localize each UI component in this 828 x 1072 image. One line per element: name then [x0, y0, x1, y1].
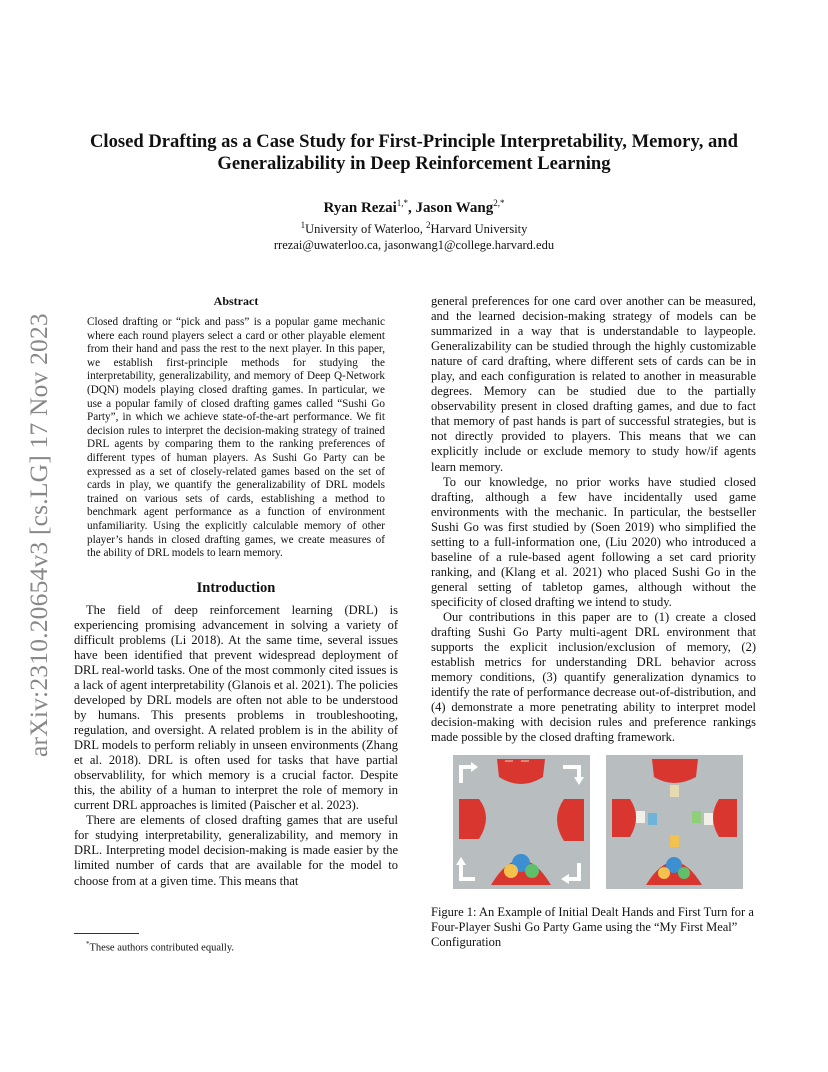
abstract-heading: Abstract — [213, 294, 259, 308]
intro-paragraph-2: There are elements of closed drafting games that are useful for studying interpretability, generalizability, and memory in DRL. Interpreting model decision-making is made easier by the limited number of cards that are available for the model to choose from at a given time. This means that — [74, 813, 398, 888]
affiliation-mark-1: 1 — [300, 220, 306, 230]
figure-caption: Figure 1: An Example of Initial Dealt Hands and First Turn for a Four-Player Sushi Go Party Game using the “My First Meal” Configuration — [431, 905, 754, 949]
institution-line — [60, 217, 768, 237]
institution-1: University of Waterloo, — [305, 222, 427, 237]
paper-title: Closed Drafting as a Case Study for First-Principle Interpretability, Memory, and Generalizability in Deep Reinforcement Learning — [90, 131, 738, 174]
affiliations — [60, 217, 768, 253]
introduction-heading: Introduction — [196, 579, 276, 596]
intro-paragraph-3: To our knowledge, no prior works have studied closed drafting, although a few have incidentally used game environments with the mechanic. In particular, the bestseller Sushi Go was first studied by (Soen 2019) who simplified the setting to a full-information one, (Liu 2020) who introduced a baseline of a rule-based agent following a set card priority ranking, and (Klang et al. 2021) who placed Sushi Go in the general setting of tabletop games, although without the specificity of closed drafting we intend to study. — [431, 474, 756, 609]
left-column — [74, 294, 398, 889]
author-separator: , — [408, 200, 416, 216]
author-name-1: Ryan Rezai — [323, 200, 397, 216]
arxiv-identifier-text: arXiv:2310.20654v3 [cs.LG] 17 Nov 2023 — [24, 313, 53, 757]
author-emails: rrezai@uwaterloo.ca, jasonwang1@college.harvard.edu — [273, 238, 555, 253]
first-turn-photo — [606, 755, 743, 889]
figure-first-turn — [606, 755, 743, 889]
abstract-text: Closed drafting or “pick and pass” is a popular game mechanic where each round players select a card or other playable element from their hand and pass the rest to the next player. In this paper, we establish first-principle methods for studying the interpretability, generalizability, and memory of Deep Q-Network (DQN) models playing closed drafting games. In particular, we use a popular family of closed drafting games called “Sushi Go Party”, in which we achieve state-of-the-art performance. We fit decision rules to interpret the decision-making strategy of trained DRL agents by comparing them to the ranking preferences of different types of human players. As Sushi Go Party can be expressed as a set of closely-related games based on the set of cards in play, we quantify the generalizability of DRL models trained on various sets of cards, establishing a method to benchmark agent performance as a function of environment unfamiliarity. Using the explicitly calculable memory of other player’s hands in closed drafting games, we create measures of the ability of DRL models to learn memory. — [87, 316, 385, 560]
affiliation-mark-2: 2 — [426, 220, 431, 230]
figure-initial-hands — [453, 755, 590, 889]
footnote-mark: * — [86, 940, 90, 948]
author-list — [60, 194, 768, 217]
footnote — [86, 938, 386, 955]
author-mark-2: 2,* — [493, 198, 505, 208]
institution-2: Harvard University — [430, 222, 528, 237]
footnote-text: These authors contributed equally. — [89, 942, 235, 954]
intro-paragraph-continued: general preferences for one card over another can be measured, and the learned decision-making strategy of models can be summarized in a way that is understandable to laypeople. Generalizability can be studied through the highly customizable nature of card drafting, where different sets of cards can be in play, and each configuration is related to another in measurable degrees. Memory can be studied due to the partially observability present in closed drafting games, and due to fact that memory of past hands is part of successful strategies, but is not directly provided to players. This means that we can explicitly include or exclude memory to study how/if agents learn memory. — [431, 294, 756, 474]
intro-paragraph-1: The field of deep reinforcement learning (DRL) is experiencing promising advancement in solving a variety of difficult problems (Li 2018). At the same time, several issues have been identified that prevent widespread deployment of DRL real-world tasks. One of the most commonly cited issues is a lack of agent interpretability (Glanois et al. 2021). The policies developed by DRL models are often not able to be understood by humans. This presents problems in troubleshooting, regulation, and oversight. A related problem is in the ability of DRL models to perform reliably in unseen environments (Zhang et al. 2018). DRL is often used for tasks that have partial observablility, for which memory is a crucial factor. Despite this, the ability of a human to interpret the role of memory in current DRL approaches is limited (Paischer et al. 2023). — [74, 602, 398, 813]
intro-paragraph-4: Our contributions in this paper are to (1) create a closed drafting Sushi Go Party multi-agent DRL environment that supports the explicit inclusion/exclusion of memory, (2) establish metrics for understanding DRL behavior across memory conditions, (3) quantify generalization dynamics to identify the rate of performance decrease out-of-distribution, and (4) demonstrate a more penetrating ability to interpret model decision-making with decision rules and preference rankings made possible by the closed drafting framework. — [431, 609, 756, 745]
right-column — [431, 294, 756, 745]
author-mark-1: 1,* — [396, 198, 409, 208]
initial-hands-photo — [453, 755, 590, 889]
footnote-divider — [74, 933, 139, 934]
arxiv-identifier — [22, 282, 56, 757]
author-name-2: Jason Wang — [415, 200, 494, 216]
